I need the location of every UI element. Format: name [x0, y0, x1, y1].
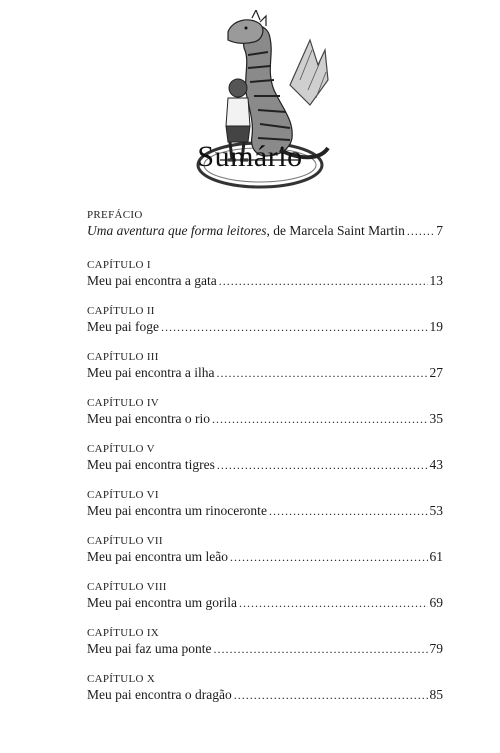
- chapter-title: Meu pai encontra a gata: [87, 273, 217, 288]
- table-of-contents: [87, 208, 443, 718]
- chapter-title: Meu pai encontra tigres: [87, 457, 215, 472]
- chapter-title: Meu pai encontra o rio: [87, 411, 210, 426]
- leader-dots: [216, 364, 427, 382]
- page-number: 43: [429, 457, 443, 472]
- page-number: 13: [429, 273, 443, 288]
- toc-entry-chapter[interactable]: [87, 672, 443, 704]
- toc-entry-chapter[interactable]: [87, 442, 443, 474]
- toc-entry-chapter[interactable]: [87, 488, 443, 520]
- leader-dots: [217, 456, 428, 474]
- page-number: 85: [429, 687, 443, 702]
- chapter-label: CAPÍTULO VII: [87, 535, 163, 547]
- chapter-line: [87, 272, 443, 290]
- page-number: 79: [429, 641, 443, 656]
- toc-entry-chapter[interactable]: [87, 258, 443, 290]
- chapter-title: Meu pai faz uma ponte: [87, 641, 212, 656]
- preface-title: [87, 222, 405, 240]
- preface-title-rest: , de Marcela Saint Martin: [266, 223, 405, 238]
- leader-dots: [407, 222, 434, 240]
- toc-entry-chapter[interactable]: [87, 350, 443, 382]
- page-number: 35: [429, 411, 443, 426]
- chapter-line: [87, 410, 443, 428]
- chapter-line: [87, 594, 443, 612]
- chapter-label: CAPÍTULO VIII: [87, 581, 167, 593]
- leader-dots: [161, 318, 428, 336]
- leader-dots: [239, 594, 428, 612]
- leader-dots: [234, 686, 428, 704]
- leader-dots: [212, 410, 428, 428]
- chapter-line: [87, 364, 443, 382]
- chapter-list: [87, 258, 443, 704]
- chapter-label: CAPÍTULO VI: [87, 489, 159, 501]
- chapter-label: CAPÍTULO IV: [87, 397, 160, 409]
- chapter-line: [87, 548, 443, 566]
- toc-entry-chapter[interactable]: [87, 534, 443, 566]
- chapter-title: Meu pai foge: [87, 319, 159, 334]
- chapter-line: [87, 502, 443, 520]
- chapter-label: CAPÍTULO V: [87, 443, 155, 455]
- toc-entry-chapter[interactable]: [87, 626, 443, 658]
- chapter-label: CAPÍTULO III: [87, 351, 159, 363]
- preface-title-italic: Uma aventura que forma leitores: [87, 223, 267, 238]
- preface-line: [87, 222, 443, 240]
- chapter-line: [87, 640, 443, 658]
- leader-dots: [219, 272, 428, 290]
- page-number: 19: [429, 319, 443, 334]
- chapter-title: Meu pai encontra um gorila: [87, 595, 237, 610]
- chapter-label: CAPÍTULO X: [87, 673, 156, 685]
- preface-label: PREFÁCIO: [87, 209, 143, 221]
- page-number: 7: [436, 223, 443, 238]
- page-number: 53: [429, 503, 443, 518]
- chapter-label: CAPÍTULO II: [87, 305, 155, 317]
- chapter-title: Meu pai encontra o dragão: [87, 687, 232, 702]
- toc-entry-preface[interactable]: [87, 208, 443, 240]
- toc-entry-chapter[interactable]: [87, 580, 443, 612]
- page-number: 69: [429, 595, 443, 610]
- chapter-line: [87, 318, 443, 336]
- leader-dots: [213, 640, 427, 658]
- toc-entry-chapter[interactable]: [87, 396, 443, 428]
- page-number: 27: [429, 365, 443, 380]
- toc-entry-chapter[interactable]: [87, 304, 443, 336]
- chapter-line: [87, 686, 443, 704]
- leader-dots: [230, 548, 428, 566]
- chapter-label: CAPÍTULO IX: [87, 627, 160, 639]
- page-title: Sumário: [197, 140, 303, 173]
- chapter-title: Meu pai encontra a ilha: [87, 365, 215, 380]
- chapter-title: Meu pai encontra um rinoceronte: [87, 503, 267, 518]
- page-number: 61: [429, 549, 443, 564]
- chapter-title: Meu pai encontra um leão: [87, 549, 228, 564]
- chapter-line: [87, 456, 443, 474]
- leader-dots: [269, 502, 428, 520]
- chapter-label: CAPÍTULO I: [87, 259, 151, 271]
